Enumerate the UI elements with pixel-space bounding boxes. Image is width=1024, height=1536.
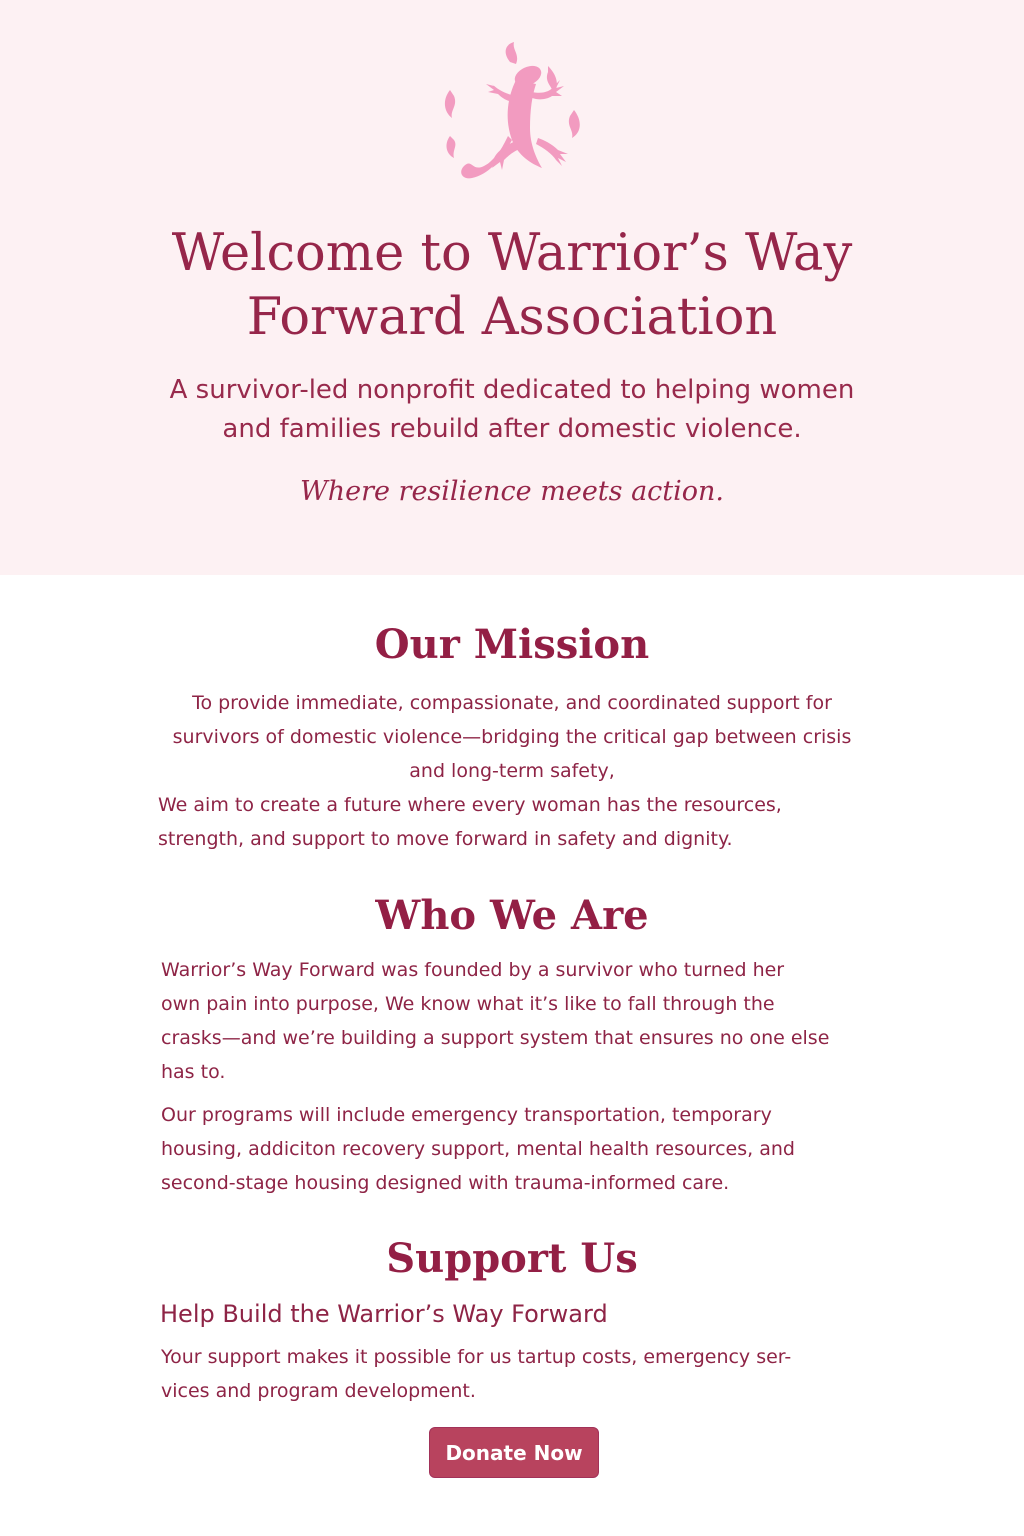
- mission-p1-line-3: and long-term safety,: [409, 760, 615, 782]
- hero-lead-line-2: and families rebuild after domestic violence.: [222, 414, 802, 444]
- who-p1-line-1: Warrior’s Way Forward was founded by a survivor who turned her: [161, 959, 785, 981]
- who-p2-line-1: Our programs will include emergency transportation, temporary: [161, 1104, 772, 1126]
- hero-section: [0, 0, 1024, 575]
- mission-title: Our Mission: [374, 621, 650, 668]
- salamander-flames-icon: [432, 40, 592, 200]
- who-paragraph-1: [161, 953, 881, 1089]
- donate-now-button[interactable]: Donate Now: [429, 1427, 599, 1478]
- support-paragraph: [161, 1340, 881, 1408]
- who-p1-line-4: has to.: [161, 1061, 226, 1083]
- mission-paragraph-2: [158, 788, 878, 856]
- mission-paragraph-1: [140, 686, 884, 788]
- support-line-1: Your support makes it possible for us tartup costs, emergency ser-: [161, 1346, 792, 1368]
- hero-lead-line-1: A survivor-led nonprofit dedicated to helping women: [169, 375, 855, 405]
- mission-p1-line-2: survivors of domestic violence—bridging the critical gap between crisis: [172, 726, 852, 748]
- support-subtitle: Help Build the Warrior’s Way Forward: [160, 1300, 608, 1328]
- who-p1-line-3: crasks—and we’re building a support system that ensures no one else: [161, 1027, 830, 1049]
- mission-p2-line-2: strength, and support to move forward in safety and dignity.: [158, 828, 733, 850]
- who-paragraph-2: [161, 1098, 881, 1200]
- support-line-2: vices and program development.: [161, 1380, 476, 1402]
- hero-tagline: Where resilience meets action.: [299, 476, 725, 507]
- who-p2-line-3: second-stage housing designed with trauma-informed care.: [161, 1172, 730, 1194]
- hero-title: [0, 222, 1024, 350]
- hero-title-line-2: Forward Association: [246, 288, 778, 347]
- hero-title-line-1: Welcome to Warrior’s Way: [171, 224, 853, 283]
- who-p1-line-2: own pain into purpose, We know what it’s like to fall through the: [161, 993, 775, 1015]
- mission-p2-line-1: We aim to create a future where every woman has the resources,: [158, 794, 782, 816]
- hero-lead: [150, 371, 874, 449]
- mission-p1-line-1: To provide immediate, compassionate, and coordinated support for: [192, 692, 832, 714]
- who-p2-line-2: housing, addiciton recovery support, mental health resources, and: [161, 1138, 795, 1160]
- who-we-are-title: Who We Are: [375, 892, 649, 939]
- support-title: Support Us: [386, 1235, 638, 1282]
